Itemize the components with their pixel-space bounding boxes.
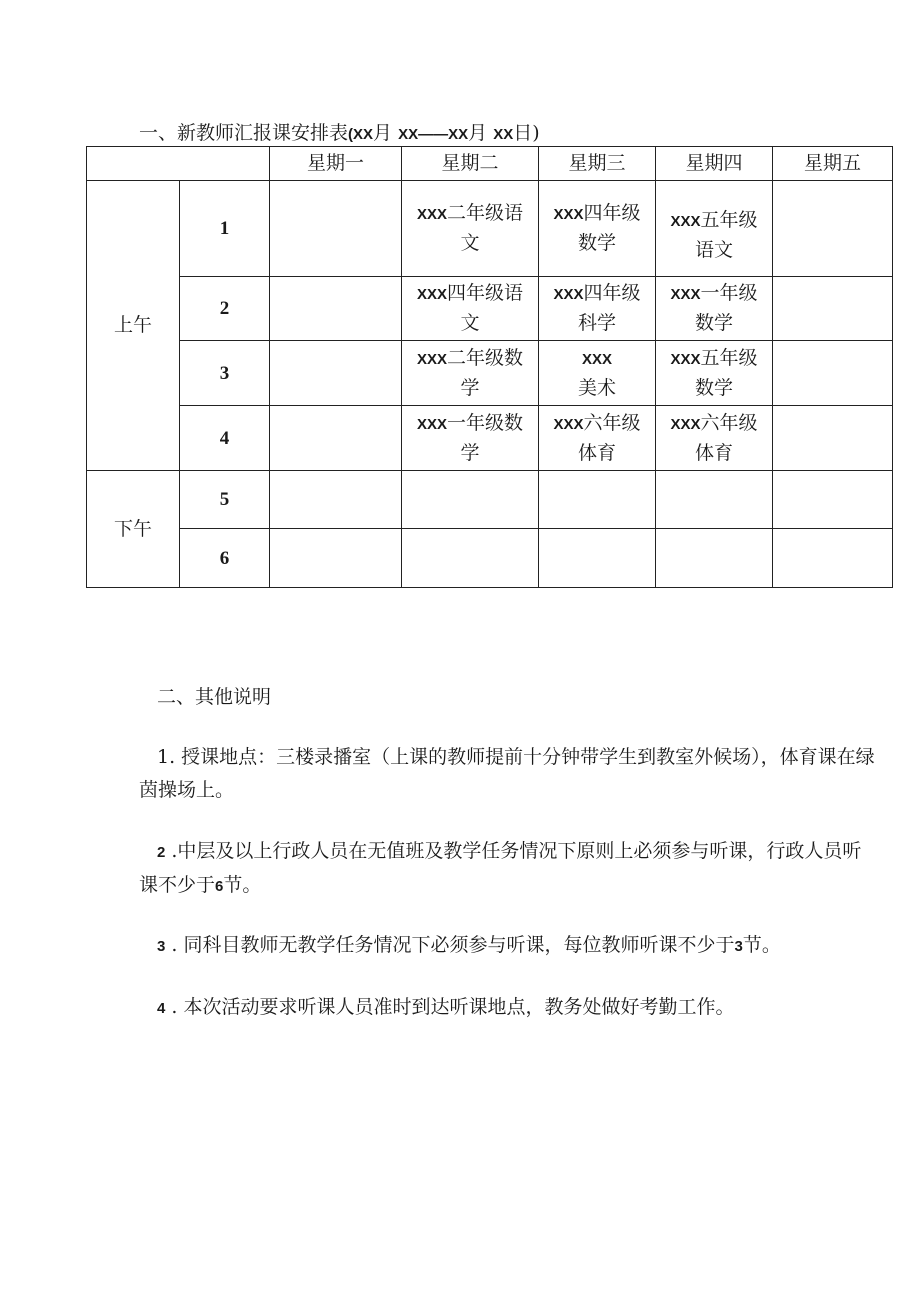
course-text-2: 体育 <box>694 441 733 464</box>
notes-heading: 二、其他说明 <box>157 686 272 708</box>
course-text: 五年级 <box>700 209 758 231</box>
empty-cell <box>270 529 402 588</box>
course-cell <box>402 277 539 341</box>
note-count: 3 <box>734 938 743 955</box>
teacher-code: XXX <box>416 350 447 368</box>
teacher-code: XXX <box>670 213 701 230</box>
heading-month-word-1: 月 <box>373 122 393 144</box>
course-cell <box>656 277 773 341</box>
empty-cell <box>773 181 893 277</box>
schedule-heading <box>139 118 540 145</box>
teacher-code: XXX <box>670 350 701 368</box>
empty-cell <box>773 277 893 341</box>
course-text: 一年级 <box>700 282 758 304</box>
empty-cell <box>270 181 402 277</box>
course-cell <box>656 406 773 471</box>
course-text-2: 学 <box>460 376 480 399</box>
teacher-code: XXX <box>416 286 447 303</box>
course-text-2: 科学 <box>577 312 616 334</box>
period-number: 3 <box>180 341 270 406</box>
heading-day-word: 日) <box>513 122 540 144</box>
teacher-code: XXX <box>553 206 584 223</box>
heading-paren: ( <box>348 126 354 143</box>
course-cell <box>539 406 656 471</box>
empty-cell <box>773 341 893 406</box>
teacher-code: XXX <box>670 286 701 303</box>
empty-cell <box>270 341 402 406</box>
course-text-2: 文 <box>460 232 480 254</box>
note-text-end: 节。 <box>223 874 262 896</box>
teacher-code: XXX <box>416 206 447 223</box>
course-text: 四年级 <box>583 282 641 304</box>
empty-cell <box>656 471 773 529</box>
course-cell <box>539 181 656 277</box>
empty-cell <box>402 529 539 588</box>
note-text: . 同科目教师无教学任务情况下必须参与听课，每位教师听课不少于 <box>165 934 735 956</box>
teacher-code: XXX <box>416 415 447 433</box>
course-text: 六年级 <box>583 411 641 434</box>
heading-day-end: XX <box>493 126 514 143</box>
schedule-table <box>86 146 893 588</box>
table-row <box>87 277 893 341</box>
course-text: 一年级数 <box>447 411 524 434</box>
course-cell <box>402 406 539 471</box>
empty-cell <box>773 471 893 529</box>
teacher-code: XXX <box>553 415 584 433</box>
empty-cell <box>773 529 893 588</box>
heading-month-word-2: 月 <box>468 122 488 144</box>
header-tuesday: 星期二 <box>402 147 539 181</box>
course-text-2: 语文 <box>694 239 733 261</box>
teacher-code: XXX <box>581 350 612 368</box>
note-item <box>139 991 879 1025</box>
heading-prefix: 一、新教师汇报课安排表 <box>139 122 349 144</box>
heading-day-range: XX——XX <box>398 126 469 143</box>
note-text: . 本次活动要求听课人员准时到达听课地点，教务处做好考勤工作。 <box>165 996 735 1018</box>
course-cell <box>539 341 656 406</box>
course-text-2: 数学 <box>694 376 733 399</box>
header-thursday: 星期四 <box>656 147 773 181</box>
afternoon-label: 下午 <box>87 471 180 588</box>
table-row <box>87 341 893 406</box>
header-friday: 星期五 <box>773 147 893 181</box>
course-cell <box>656 181 773 277</box>
course-text-2: 美术 <box>577 376 616 399</box>
course-text-2: 数学 <box>694 312 733 334</box>
course-text-2: 学 <box>460 441 480 464</box>
note-item <box>139 835 879 903</box>
note-number: 2 <box>157 844 166 861</box>
header-monday: 星期一 <box>270 147 402 181</box>
teacher-code: XXX <box>670 415 701 433</box>
course-text: 六年级 <box>700 411 758 434</box>
header-wednesday: 星期三 <box>539 147 656 181</box>
table-row <box>87 529 893 588</box>
course-text: 四年级语 <box>447 282 524 304</box>
note-number: 4 <box>157 1000 166 1017</box>
heading-month-start: XX <box>353 126 374 143</box>
note-text-end: 节。 <box>742 934 781 956</box>
morning-label: 上午 <box>87 181 180 471</box>
course-cell <box>402 181 539 277</box>
note-number: 3 <box>157 938 166 955</box>
note-text: .中层及以上行政人员在无值班及教学任务情况下原则上必须参与听课，行政人员听课不少于 <box>139 840 862 896</box>
course-text: 五年级 <box>700 346 758 369</box>
period-number: 1 <box>180 181 270 277</box>
corner-cell <box>87 147 270 181</box>
note-item <box>139 741 879 807</box>
course-text-2: 文 <box>460 312 480 334</box>
empty-cell <box>270 406 402 471</box>
course-cell <box>656 341 773 406</box>
note-count: 6 <box>215 878 224 895</box>
empty-cell <box>656 529 773 588</box>
note-item <box>139 929 879 963</box>
course-text-2: 体育 <box>577 441 616 464</box>
empty-cell <box>402 471 539 529</box>
table-row <box>87 406 893 471</box>
empty-cell <box>539 529 656 588</box>
period-number: 2 <box>180 277 270 341</box>
course-text-2: 数学 <box>577 232 616 254</box>
course-text: 四年级 <box>583 202 641 224</box>
period-number: 4 <box>180 406 270 471</box>
course-cell <box>402 341 539 406</box>
course-text: 二年级数 <box>447 346 524 369</box>
note-text: 1. 授课地点：三楼录播室（上课的教师提前十分钟带学生到教室外候场），体育课在绿茵操场上。 <box>139 746 875 801</box>
course-cell <box>539 277 656 341</box>
table-row <box>87 181 893 277</box>
table-row <box>87 471 893 529</box>
empty-cell <box>270 277 402 341</box>
teacher-code: XXX <box>553 286 584 303</box>
header-row <box>87 147 893 181</box>
empty-cell <box>773 406 893 471</box>
empty-cell <box>539 471 656 529</box>
course-text: 二年级语 <box>447 202 524 224</box>
period-number: 5 <box>180 471 270 529</box>
empty-cell <box>270 471 402 529</box>
period-number: 6 <box>180 529 270 588</box>
